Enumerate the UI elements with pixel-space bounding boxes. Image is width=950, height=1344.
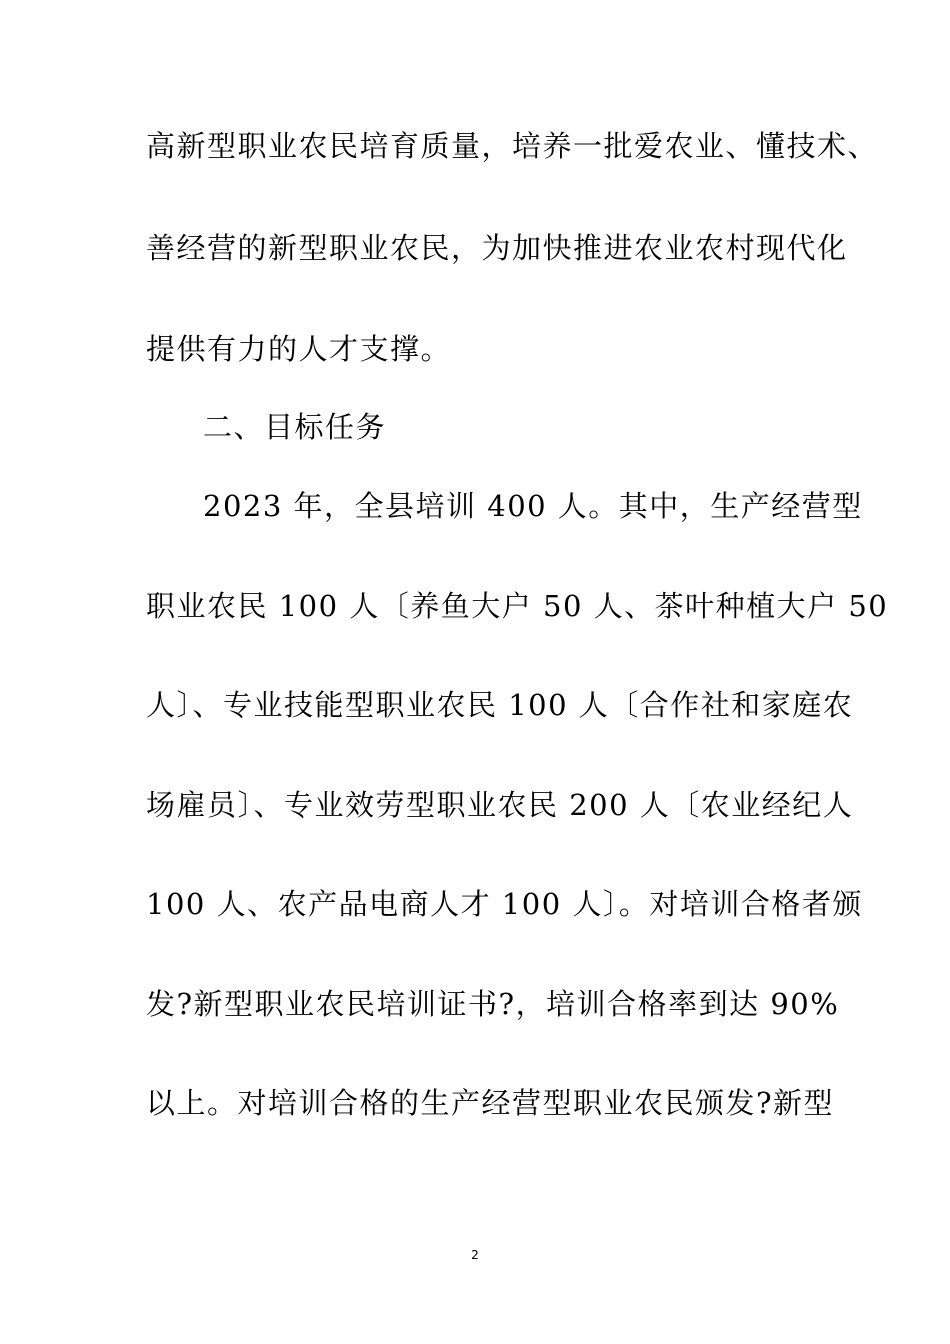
text-line-3: 提供有力的人才支撑。	[146, 332, 452, 366]
section-heading: 二、目标任务	[203, 410, 387, 444]
text-line-7: 人〕、专业技能型职业农民 100 人〔合作社和家庭农	[146, 688, 854, 722]
text-line-8: 场雇员〕、专业效劳型职业农民 200 人〔农业经纪人	[146, 788, 854, 822]
page-number: 2	[471, 1248, 479, 1262]
text-line-10: 发?新型职业农民培训证书?，培训合格率到达 90%	[146, 987, 840, 1021]
text-line-9: 100 人、农产品电商人才 100 人〕。对培训合格者颁	[146, 887, 863, 921]
text-line-6: 职业农民 100 人〔养鱼大户 50 人、茶叶种植大户 50	[146, 589, 889, 623]
text-line-5: 2023 年，全县培训 400 人。其中，生产经营型	[203, 489, 863, 523]
text-line-2: 善经营的新型职业农民，为加快推进农业农村现代化	[146, 231, 848, 265]
text-line-11: 以上。对培训合格的生产经营型职业农民颁发?新型	[146, 1086, 835, 1120]
text-line-1: 高新型职业农民培育质量，培养一批爱农业、懂技术、	[146, 129, 879, 163]
